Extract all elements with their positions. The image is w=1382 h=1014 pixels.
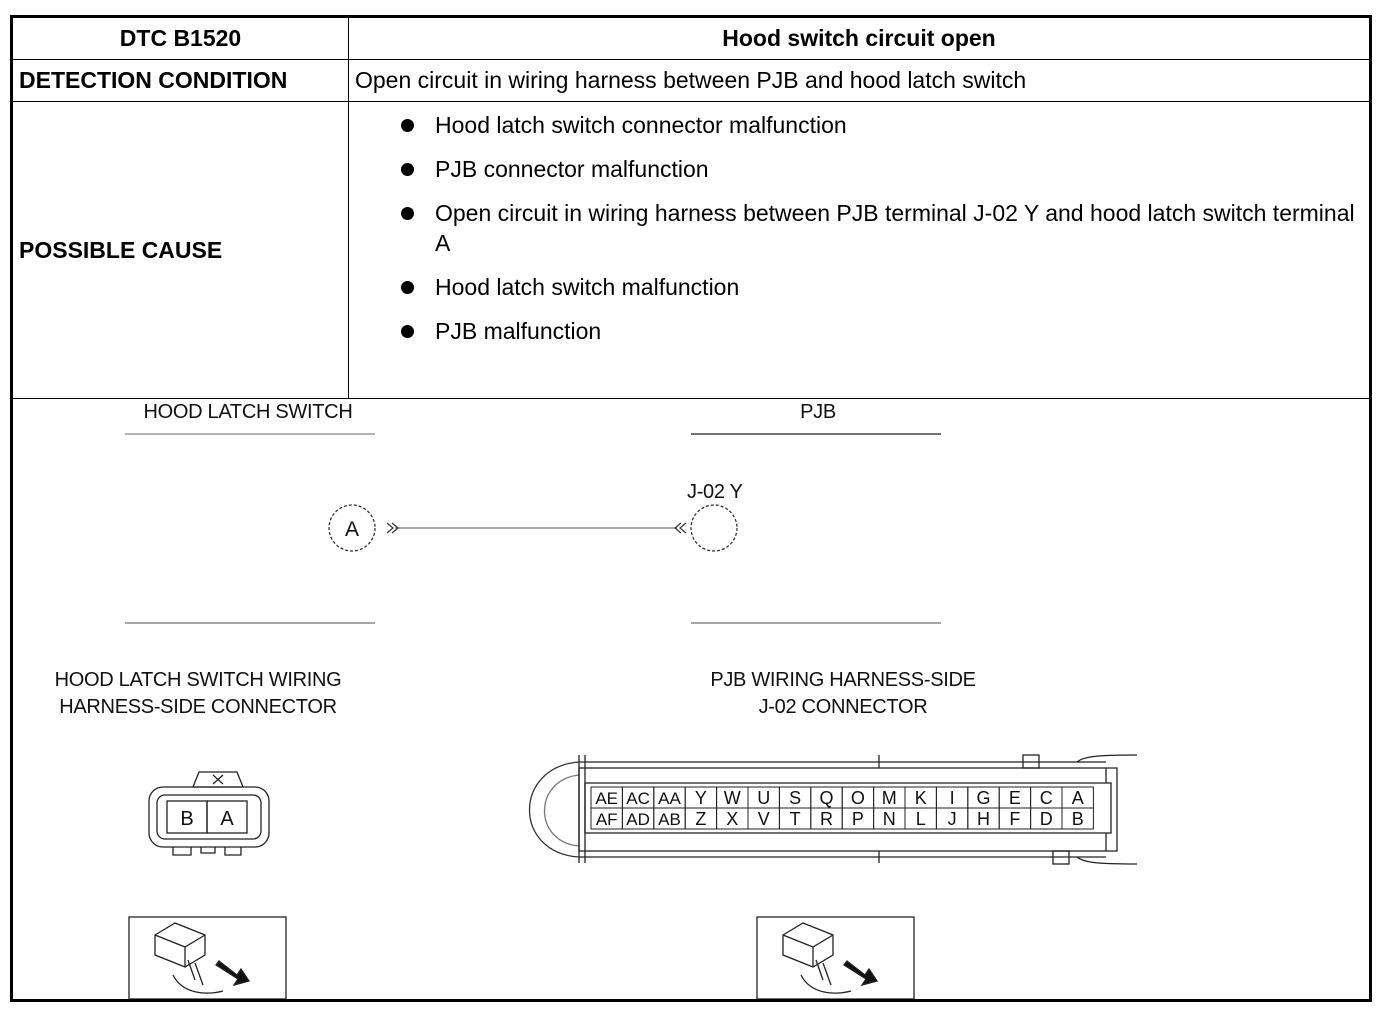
possible-cause-cell: [349, 102, 1370, 399]
cause-item: Hood latch switch connector malfunction: [395, 110, 1363, 140]
hood-latch-connector: [149, 772, 269, 855]
cause-item: PJB malfunction: [395, 316, 1363, 346]
pjb-pin-label-top: C: [1039, 788, 1053, 808]
pjb-pin-label-bottom: X: [726, 809, 739, 829]
detection-row: [13, 60, 1369, 102]
pjb-pin-label-top: AA: [658, 789, 681, 808]
right-connector-title-line1: PJB WIRING HARNESS-SIDE: [710, 669, 976, 691]
pjb-pin-label-bottom: H: [977, 809, 990, 829]
dtc-sheet: [10, 15, 1372, 1002]
pjb-pin-label-top: M: [881, 788, 897, 808]
dtc-info-table: [13, 18, 1369, 399]
pjb-pin-label-top: U: [757, 788, 771, 808]
pjb-pin-label-bottom: D: [1039, 809, 1053, 829]
pjb-pin-label-top: Y: [694, 788, 707, 808]
pjb-pin-label-bottom: V: [757, 809, 770, 829]
pjb-pin-label-bottom: AB: [658, 810, 681, 829]
pjb-pin-label-bottom: Z: [695, 809, 707, 829]
pjb-pin-label-top: A: [1071, 788, 1084, 808]
pjb-pin-grid: [591, 787, 1093, 829]
possible-cause-row: [13, 102, 1369, 399]
pjb-pin-label-top: AC: [626, 789, 650, 808]
connector-arrow-icon: [129, 917, 286, 999]
detection-label: DETECTION CONDITION: [13, 60, 349, 102]
pjb-terminal-label: J-02 Y: [687, 481, 743, 503]
pjb-pin-label-top: I: [949, 788, 955, 808]
dtc-header-row: [13, 18, 1369, 60]
terminal-j02y-circle: [691, 505, 737, 551]
pjb-pin-label-bottom: AF: [595, 810, 618, 829]
wiring-diagram: [13, 395, 1369, 999]
pjb-pin-label-bottom: B: [1071, 809, 1084, 829]
pjb-pin-label-bottom: R: [820, 809, 833, 829]
cause-item: Hood latch switch malfunction: [395, 272, 1363, 302]
pjb-pin-label-bottom: T: [789, 809, 801, 829]
pjb-pin-label-top: O: [850, 788, 865, 808]
possible-cause-list: [355, 110, 1363, 346]
hood-latch-switch-label: HOOD LATCH SWITCH: [143, 401, 353, 423]
left-connector-title-line1: HOOD LATCH SWITCH WIRING: [54, 669, 342, 691]
left-pin-a: A: [220, 808, 234, 830]
pjb-pin-label-top: Q: [819, 788, 834, 808]
pjb-pin-label-top: G: [976, 788, 991, 808]
left-connector-title-line2: HARNESS-SIDE CONNECTOR: [59, 696, 337, 718]
pjb-pin-label-bottom: J: [947, 809, 957, 829]
right-connector-title-line2: J-02 CONNECTOR: [758, 696, 928, 718]
cause-item: Open circuit in wiring harness between PJB terminal J-02 Y and hood latch switch terminal A: [395, 198, 1363, 258]
pjb-pin-label-top: K: [914, 788, 927, 808]
pjb-pin-label-bottom: P: [851, 809, 864, 829]
pjb-label: PJB: [800, 401, 836, 423]
possible-cause-label: POSSIBLE CAUSE: [13, 102, 349, 399]
pjb-pin-label-bottom: N: [882, 809, 896, 829]
detection-text: Open circuit in wiring harness between PJB and hood latch switch: [349, 60, 1370, 102]
left-pin-b: B: [180, 808, 194, 830]
pjb-pin-label-bottom: F: [1009, 809, 1021, 829]
terminal-a-text: A: [344, 518, 360, 541]
pjb-pin-label-top: E: [1008, 788, 1021, 808]
dtc-code: DTC B1520: [13, 18, 349, 60]
cause-item: PJB connector malfunction: [395, 154, 1363, 184]
pjb-pin-label-top: W: [723, 788, 741, 808]
pjb-pin-label-top: AE: [595, 789, 619, 808]
wiring-svg: [13, 395, 1369, 999]
pjb-pin-label-bottom: AD: [626, 810, 650, 829]
pjb-pin-label-bottom: L: [915, 809, 926, 829]
pjb-pin-label-top: S: [789, 788, 802, 808]
dtc-title: Hood switch circuit open: [349, 18, 1370, 60]
connector-arrow-icon: [757, 917, 914, 999]
